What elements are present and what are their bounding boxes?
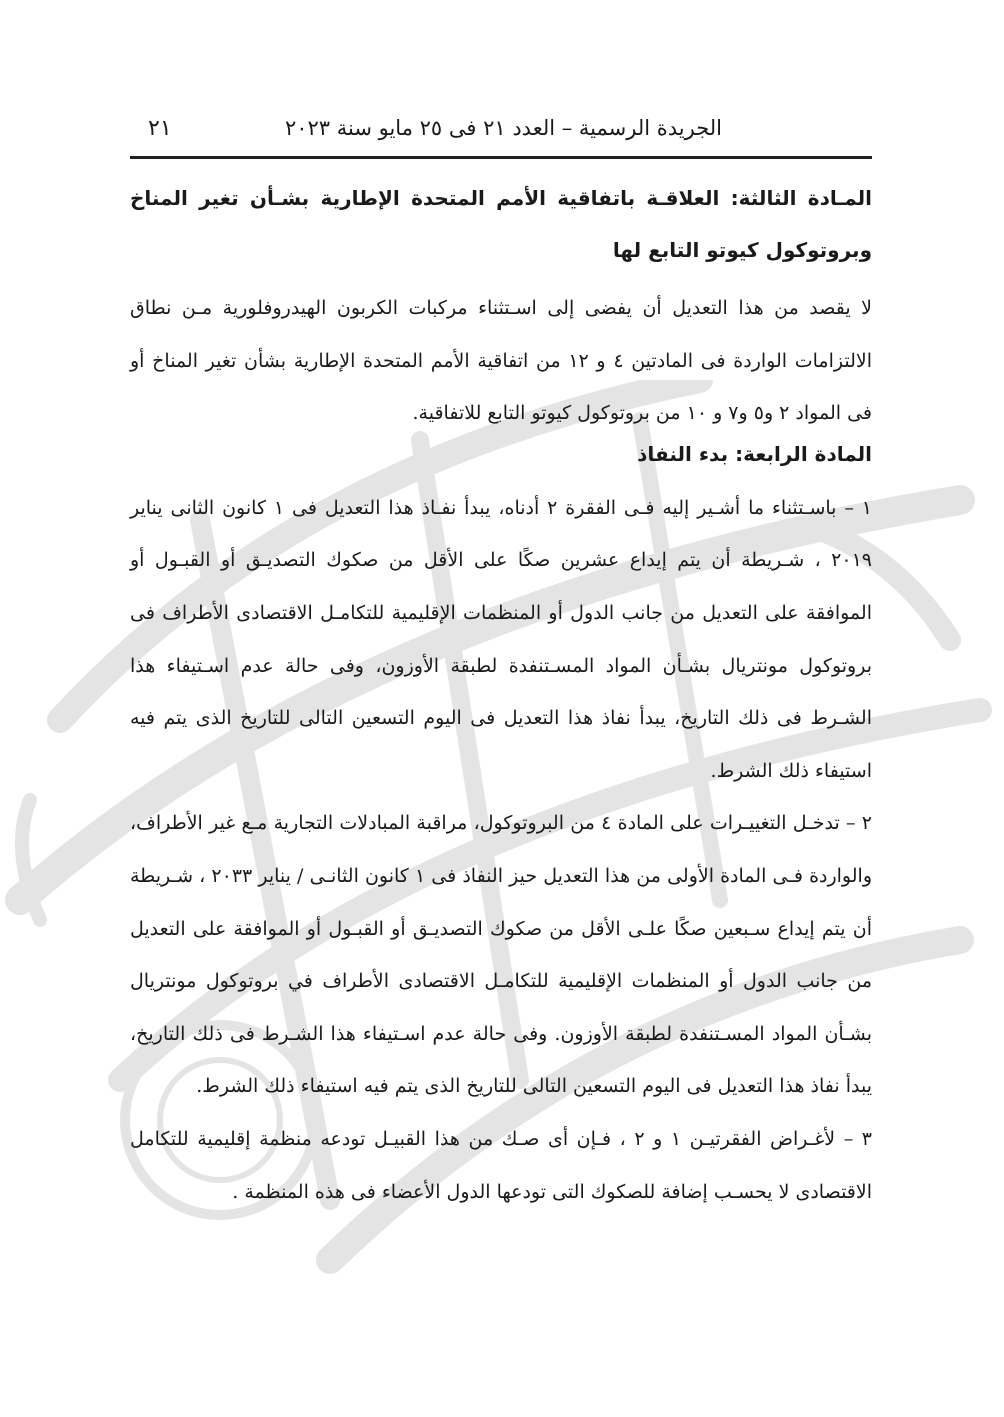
article-4-paragraph-3: ٣ – لأغـراض الفقرتيـن ١ و ٢ ، فـإن أى صـك من هذا القبيـل تودعه منظمة إقليمية للتكامل الاقتصادى لا يحسـب إضافة للصكوك التى تودعها الدول الأعضاء فى هذه المنظمة . [130,1127,872,1203]
article-4-paragraph-2: ٢ – تدخـل التغييـرات على المادة ٤ من البروتوكول، مراقبة المبادلات التجارية مـع غير الأطراف، والواردة فـى المادة الأولى من هذا التعديل حيز النفاذ فى ١ كانون الثانـى / يناير ٢٠٣٣ ، شـريطة أن يتم إيداع سـبعين صكًا علـى الأقل من صكوك التصديـق أو القبـول أو الموافقة على التعديل من جانب الدول أو المنظمات الإقليمية للتكامـل الاقتصادى الأطراف في بروتوكول مونتريال بشـأن المواد المسـتنفدة لطبقة الأوزون. وفى حالة عدم اسـتيفاء هذا الشـرط فى ذلك التاريخ، يبدأ نفاذ هذا التعديل فى اليوم التسعين التالى للتاريخ الذى يتم فيه استيفاء ذلك الشرط. [130,812,873,1098]
page-number: ٢١ [148,116,172,141]
gazette-title: الجريدة الرسمية – العدد ٢١ فى ٢٥ مايو سنة ٢٠٢٣ [284,116,722,140]
article-content [130,172,872,1218]
article-3-paragraph: لا يقصد من هذا التعديل أن يفضى إلى اسـتثناء مركبات الكربون الهيدروفلورية مـن نطاق الالتزامات الواردة فى المادتين ٤ و ١٢ من اتفاقية الأمم المتحدة الإطارية بشأن تغير المناخ أو فى المواد ٢ و٥ و٧ و ١٠ من بروتوكول كيوتو التابع للاتفاقية. [130,297,872,425]
article-4-heading: المادة الرابعة: بدء النفاذ [637,441,872,466]
article-4-paragraph-1: ١ – باسـتثناء ما أشـير إليه فـى الفقرة ٢ أدناه، يبدأ نفـاذ هذا التعديل فى ١ كانون الثانى يناير ٢٠١٩ ، شـريطة أن يتم إيداع عشرين صكًا على الأقل من صكوك التصديـق أو القبـول أو الموافقة على التعديل من جانب الدول أو المنظمات الإقليمية للتكامـل الاقتصادى الأطراف فى بروتوكول مونتريال بشـأن المواد المسـتنفدة لطبقة الأوزون، وفى حالة عدم اسـتيفاء هذا الشـرط فى ذلك التاريخ، يبدأ نفاذ هذا التعديل فى اليوم التسعين التالى للتاريخ الذى يتم فيه استيفاء ذلك الشرط. [130,496,872,782]
page-header [130,110,872,159]
article-3-heading: المـادة الثالثة: العلاقـة باتفاقية الأمم المتحدة الإطارية بشـأن تغير المناخ وبروتوكول كيوتو التابع لها [130,186,872,262]
